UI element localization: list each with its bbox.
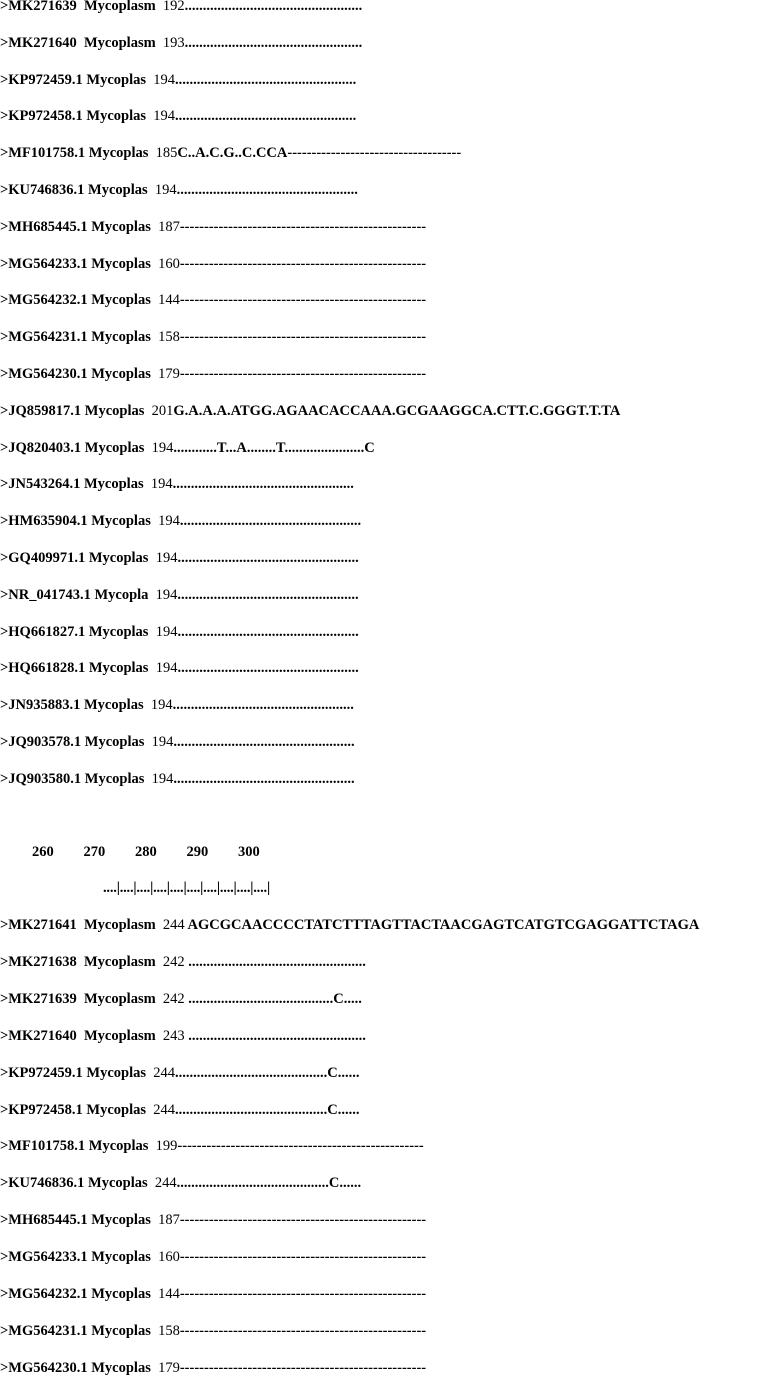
sequence-id: >MK271640 Mycoplasm	[0, 1027, 156, 1044]
sequence-position: 187	[158, 218, 180, 235]
sequence-position: 194	[158, 513, 180, 530]
sequence-id: >KP972458.1 Mycoplas	[0, 1101, 147, 1118]
sequence-residues: ---------------------------------------------------	[179, 1286, 427, 1303]
sequence-residues: G.A.A.A.ATGG.AGAACACCAAA.GCGAAGGCA.CTT.C.GGGT.T.TA	[173, 402, 621, 419]
sequence-id: >JQ820403.1 Mycoplas	[0, 439, 145, 456]
sequence-row	[0, 0, 781, 33]
sequence-row	[0, 1210, 781, 1247]
sequence-row	[0, 364, 781, 401]
sequence-position: 194	[151, 770, 174, 787]
sequence-residues: ---------------------------------------------------	[179, 1212, 427, 1229]
sequence-residues: C..A.C.G..C.CCA------------------------------------	[177, 145, 462, 162]
sequence-row	[0, 1136, 781, 1173]
sequence-position: 244	[153, 1101, 176, 1118]
sequence-row	[0, 1063, 781, 1100]
ruler-number: 270	[83, 843, 106, 860]
sequence-position: 243	[162, 1027, 185, 1044]
sequence-id: >MH685445.1 Mycoplas	[0, 218, 151, 235]
sequence-id: >GQ409971.1 Mycoplas	[0, 549, 149, 566]
sequence-position: 185	[155, 145, 178, 162]
sequence-position: 194	[155, 660, 178, 677]
sequence-residues: AGCGCAACCCCTATCTTTAGTTACTAACGAGTCATGTCGAGGATTCTAGA	[184, 917, 700, 934]
sequence-position: 160	[158, 255, 180, 272]
sequence-id: >MH685445.1 Mycoplas	[0, 1212, 151, 1229]
sequence-position: 244	[154, 1175, 177, 1192]
sequence-row	[0, 915, 781, 952]
sequence-row	[0, 695, 781, 732]
sequence-position: 199	[155, 1138, 178, 1155]
sequence-row	[0, 70, 781, 107]
sequence-row	[0, 290, 781, 327]
sequence-row	[0, 511, 781, 548]
sequence-id: >HQ661827.1 Mycoplas	[0, 623, 149, 640]
sequence-position: 194	[155, 549, 178, 566]
sequence-row	[0, 1321, 781, 1358]
sequence-residues: ---------------------------------------------------	[179, 329, 427, 346]
sequence-position: 194	[151, 733, 174, 750]
sequence-position: 193	[162, 34, 185, 51]
sequence-id: >KP972458.1 Mycoplas	[0, 108, 147, 125]
sequence-residues: ..................................................	[173, 733, 355, 750]
sequence-id: >MG564231.1 Mycoplas	[0, 329, 151, 346]
sequence-residues: .................................................	[184, 34, 363, 51]
sequence-residues: .................................................	[184, 0, 363, 14]
ruler-number: 260	[32, 843, 54, 860]
sequence-residues: ............T...A........T......................C	[173, 439, 375, 456]
sequence-position: 194	[151, 439, 174, 456]
sequence-residues: ---------------------------------------------------	[179, 1359, 427, 1376]
sequence-row	[0, 401, 781, 438]
sequence-row	[0, 769, 781, 806]
sequence-id: >MG564231.1 Mycoplas	[0, 1322, 151, 1339]
sequence-id: >MG564230.1 Mycoplas	[0, 365, 151, 382]
sequence-position: 194	[154, 181, 177, 198]
sequence-row	[0, 658, 781, 695]
sequence-residues: ..................................................	[175, 108, 357, 125]
sequence-row	[0, 1026, 781, 1063]
sequence-id: >MG564232.1 Mycoplas	[0, 1286, 151, 1303]
sequence-position: 158	[158, 329, 180, 346]
sequence-row	[0, 548, 781, 585]
sequence-residues: ---------------------------------------------------	[179, 292, 427, 309]
sequence-row	[0, 254, 781, 291]
sequence-row	[0, 143, 781, 180]
sequence-position: 160	[158, 1249, 180, 1266]
sequence-residues: ..........................................C......	[176, 1175, 362, 1192]
sequence-position: 194	[155, 586, 178, 603]
sequence-residues: ..................................................	[179, 513, 362, 530]
sequence-position: 144	[158, 1286, 180, 1303]
sequence-residues: ..................................................	[175, 71, 357, 88]
sequence-id: >JQ859817.1 Mycoplas	[0, 402, 145, 419]
sequence-residues: ---------------------------------------------------	[179, 365, 427, 382]
sequence-id: >JQ903580.1 Mycoplas	[0, 770, 145, 787]
sequence-id: >KU746836.1 Mycoplas	[0, 1175, 148, 1192]
sequence-residues: ..........................................C......	[175, 1101, 360, 1118]
sequence-position: 194	[150, 476, 173, 493]
sequence-position: 194	[153, 71, 176, 88]
sequence-position: 242	[162, 990, 185, 1007]
sequence-position: 144	[158, 292, 180, 309]
sequence-row	[0, 217, 781, 254]
sequence-id: >JQ903578.1 Mycoplas	[0, 733, 145, 750]
sequence-id: >MK271640 Mycoplasm	[0, 34, 156, 51]
sequence-position: 194	[150, 697, 173, 714]
sequence-row	[0, 438, 781, 475]
sequence-id: >MG564233.1 Mycoplas	[0, 1249, 151, 1266]
sequence-row	[0, 732, 781, 769]
sequence-residues: .................................................	[184, 954, 366, 971]
sequence-id: >JN543264.1 Mycoplas	[0, 476, 144, 493]
sequence-position: 158	[158, 1322, 180, 1339]
sequence-position: 179	[158, 365, 180, 382]
sequence-id: >NR_041743.1 Mycopla	[0, 586, 149, 603]
ruler-ticks: ....|....|....|....|....|....|....|....|....|....|	[103, 880, 270, 897]
sequence-id: >MF101758.1 Mycoplas	[0, 145, 149, 162]
sequence-row	[0, 952, 781, 989]
sequence-row	[0, 989, 781, 1026]
sequence-position: 201	[151, 402, 174, 419]
sequence-row	[0, 180, 781, 217]
sequence-residues: ..................................................	[177, 660, 359, 677]
sequence-position: 192	[162, 0, 185, 14]
sequence-id: >MG564230.1 Mycoplas	[0, 1359, 151, 1376]
sequence-row	[0, 106, 781, 143]
sequence-row	[0, 585, 781, 622]
sequence-residues: .................................................	[184, 1027, 366, 1044]
sequence-id: >HQ661828.1 Mycoplas	[0, 660, 149, 677]
sequence-residues: ..................................................	[176, 181, 358, 198]
sequence-residues: ..................................................	[177, 623, 359, 640]
sequence-residues: ---------------------------------------------------	[179, 1249, 427, 1266]
sequence-id: >MK271639 Mycoplasm	[0, 0, 156, 14]
ruler-number: 280	[135, 843, 157, 860]
sequence-position: 194	[153, 108, 176, 125]
position-ruler	[0, 842, 781, 916]
sequence-residues: ---------------------------------------------------	[179, 255, 427, 272]
sequence-row	[0, 1173, 781, 1210]
sequence-row	[0, 1100, 781, 1137]
sequence-row	[0, 1284, 781, 1321]
sequence-position: 244	[162, 917, 185, 934]
sequence-row	[0, 474, 781, 511]
sequence-position: 179	[158, 1359, 180, 1376]
sequence-row	[0, 33, 781, 70]
sequence-residues: ..................................................	[173, 770, 355, 787]
sequence-residues: ---------------------------------------------------	[179, 218, 427, 235]
ruler-number: 290	[186, 843, 209, 860]
ruler-numbers	[0, 842, 781, 879]
sequence-id: >MG564233.1 Mycoplas	[0, 255, 151, 272]
sequence-residues: ..................................................	[172, 697, 354, 714]
sequence-position: 242	[162, 954, 185, 971]
sequence-residues: ..................................................	[177, 549, 359, 566]
sequence-residues: ---------------------------------------------------	[179, 1322, 427, 1339]
sequence-id: >MG564232.1 Mycoplas	[0, 292, 151, 309]
sequence-residues: ..................................................	[177, 586, 359, 603]
sequence-id: >MK271641 Mycoplasm	[0, 917, 156, 934]
sequence-id: >KU746836.1 Mycoplas	[0, 181, 148, 198]
sequence-position: 244	[153, 1064, 176, 1081]
sequence-row	[0, 622, 781, 659]
sequence-id: >MF101758.1 Mycoplas	[0, 1138, 149, 1155]
ruler-number: 300	[238, 843, 260, 860]
sequence-position: 194	[155, 623, 178, 640]
sequence-residues: ........................................C.....	[184, 990, 362, 1007]
sequence-id: >MK271639 Mycoplasm	[0, 990, 156, 1007]
sequence-row	[0, 1247, 781, 1284]
sequence-residues: ..................................................	[172, 476, 354, 493]
sequence-row	[0, 327, 781, 364]
sequence-position: 187	[158, 1212, 180, 1229]
sequence-residues: ..........................................C......	[175, 1064, 360, 1081]
sequence-id: >MK271638 Mycoplasm	[0, 954, 156, 971]
sequence-id: >HM635904.1 Mycoplas	[0, 513, 151, 530]
sequence-id: >KP972459.1 Mycoplas	[0, 1064, 147, 1081]
sequence-row	[0, 1358, 781, 1395]
sequence-id: >JN935883.1 Mycoplas	[0, 697, 144, 714]
alignment-block-2	[0, 915, 781, 1395]
sequence-residues: ---------------------------------------------------	[177, 1138, 424, 1155]
sequence-id: >KP972459.1 Mycoplas	[0, 71, 147, 88]
